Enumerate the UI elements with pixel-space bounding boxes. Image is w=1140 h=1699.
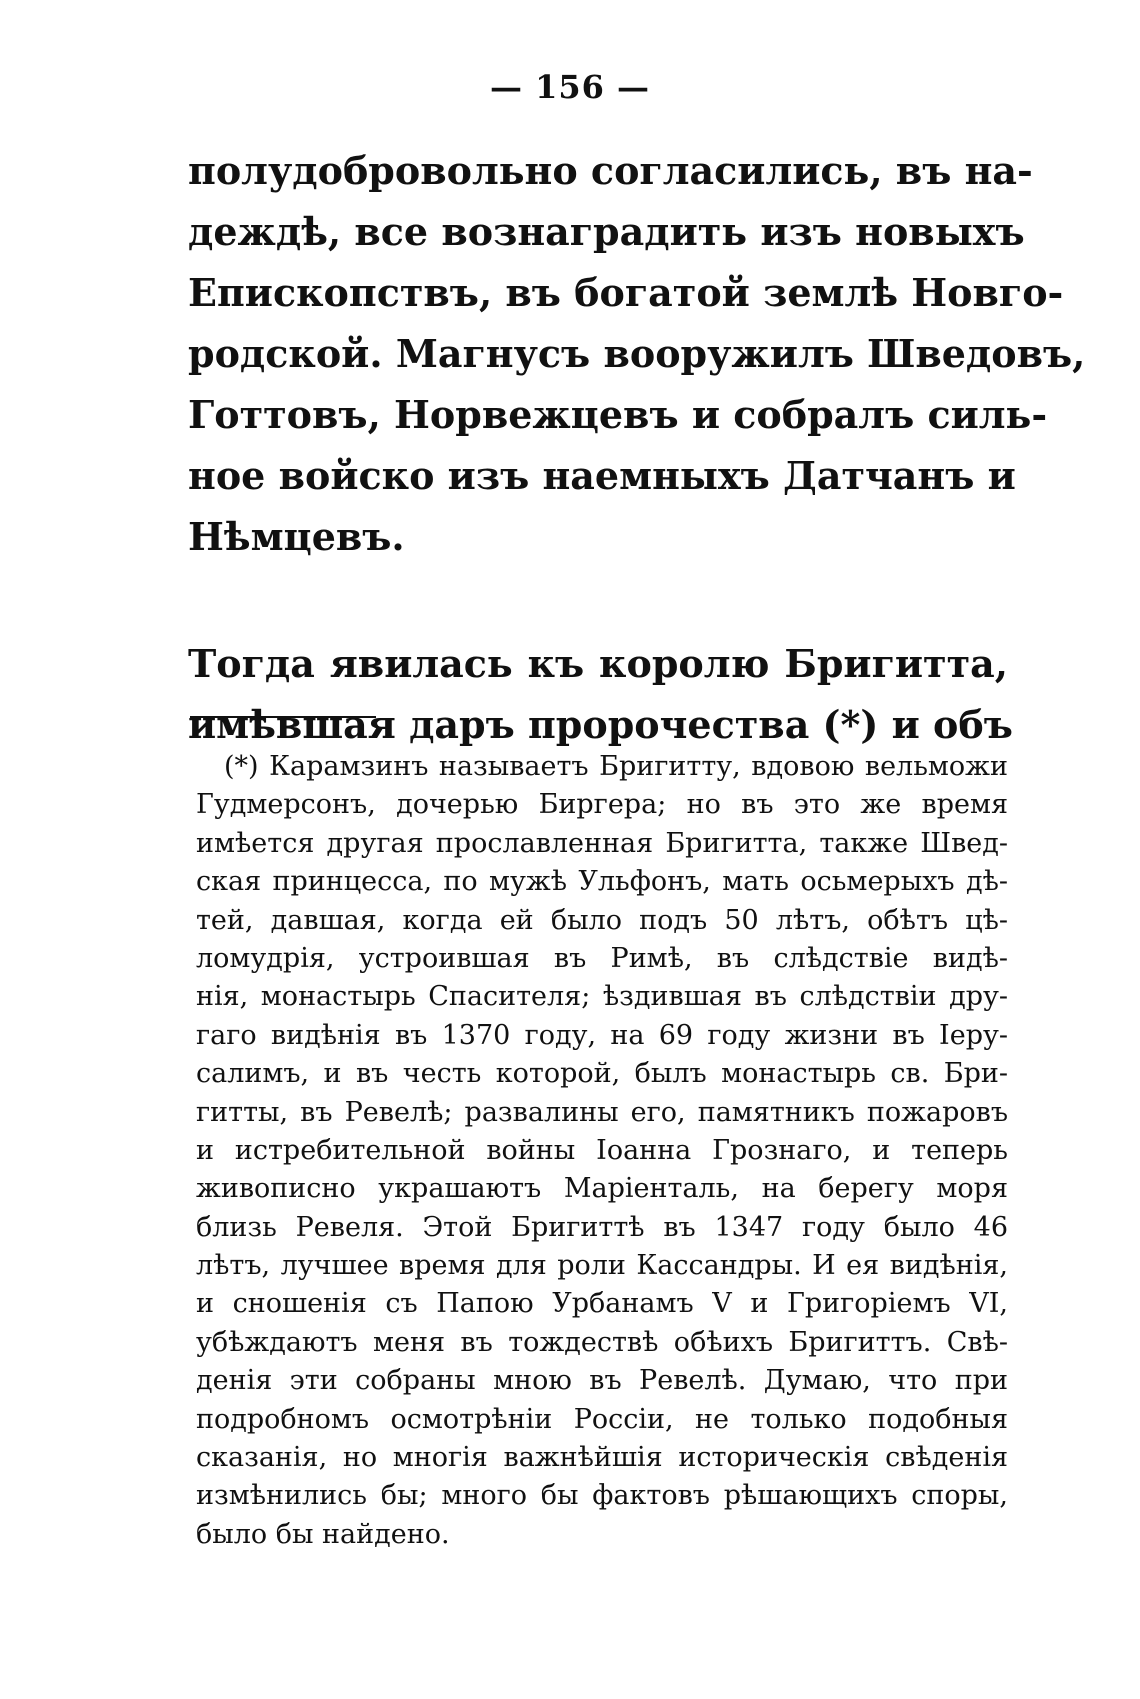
- main-text: [188, 140, 1086, 755]
- main-text-line: Тогда явилась къ королю Бригитта,: [188, 641, 1008, 686]
- footnote-line: тей, давшая, когда ей было подъ 50 лѣтъ, обѣтъ цѣ-: [196, 904, 1008, 936]
- footnote-line: имѣется другая прославленная Бригитта, также Швед-: [196, 827, 1008, 859]
- footnote-line: было бы найдено.: [196, 1518, 450, 1550]
- main-text-line: полудобровольно согласились, въ на-: [188, 148, 1033, 193]
- footnote-line: живописно украшаютъ Маріенталь, на берегу моря: [196, 1173, 1008, 1205]
- main-text-line: родской. Магнусъ вооружилъ Шведовъ,: [188, 331, 1086, 376]
- main-text-line: ное войско изъ наемныхъ Датчанъ и: [188, 453, 1016, 498]
- footnote-line: салимъ, и въ честь которой, былъ монастырь св. Бри-: [196, 1058, 1008, 1090]
- footnote-line: гаго видѣнія въ 1370 году, на 69 году жизни въ Іеру-: [196, 1019, 1008, 1051]
- footnote-line: измѣнились бы; много бы фактовъ рѣшающихъ споры,: [196, 1480, 1008, 1512]
- main-text-line: имѣвшая даръ пророчества (*) и объ: [188, 702, 1013, 747]
- footnote-line: ская принцесса, по мужѣ Ульфонъ, мать осьмерыхъ дѣ-: [196, 866, 1008, 898]
- footnote-line: убѣждаютъ меня въ тождествѣ обѣихъ Бригиттъ. Свѣ-: [196, 1326, 1008, 1358]
- main-text-line: деждѣ, все вознаградить изъ новыхъ: [188, 209, 1025, 254]
- footnote-line: и истребительной войны Іоанна Грознаго, и теперь: [196, 1134, 1008, 1166]
- main-text-line: Нѣмцевъ.: [188, 514, 405, 559]
- footnote-line: нія, монастырь Спасителя; ѣздившая въ слѣдствіи дру-: [196, 981, 1008, 1013]
- page-number: — 156 —: [489, 68, 651, 106]
- footnote-line: (*) Карамзинъ называетъ Бригитту, вдовою вельможи: [224, 751, 1008, 782]
- footnote: [196, 748, 1008, 1554]
- footnote-line: Гудмерсонъ, дочерью Биргера; но въ это же время: [196, 789, 1008, 821]
- main-text-line: Епископствъ, въ богатой землѣ Новго-: [188, 270, 1064, 315]
- footnote-rule: [190, 716, 376, 718]
- footnote-line: лѣтъ, лучшее время для роли Кассандры. И ея видѣнія,: [196, 1250, 1008, 1282]
- footnote-line: денія эти собраны мною въ Ревелѣ. Думаю, что при: [196, 1365, 1008, 1397]
- footnote-line: ломудрія, устроившая въ Римѣ, въ слѣдствіе видѣ-: [196, 942, 1008, 974]
- footnote-line: подробномъ осмотрѣніи Россіи, не только подобныя: [196, 1403, 1008, 1435]
- footnote-line: гитты, въ Ревелѣ; развалины его, памятникъ пожаровъ: [196, 1096, 1008, 1128]
- paragraph-gap: [188, 567, 1008, 633]
- footnote-line: близь Ревеля. Этой Бригиттѣ въ 1347 году было 46: [196, 1211, 1008, 1243]
- footnote-line: сказанія, но многія важнѣйшія историческія свѣденія: [196, 1442, 1008, 1474]
- main-text-line: Готтовъ, Норвежцевъ и собралъ силь-: [188, 392, 1048, 437]
- footnote-line: и сношенія съ Папою Урбанамъ V и Григоріемъ VI,: [196, 1288, 1008, 1320]
